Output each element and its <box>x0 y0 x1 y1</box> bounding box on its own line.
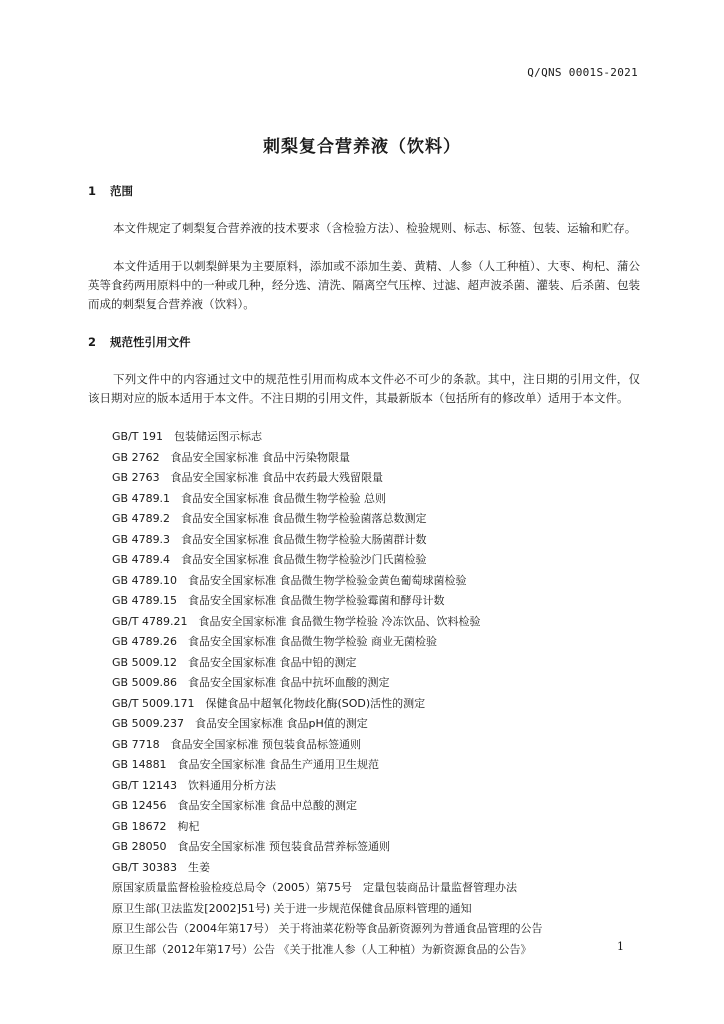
document-code: Q/QNS 0001S-2021 <box>527 66 638 79</box>
reference-item: GB 28050 食品安全国家标准 预包装食品营养标签通则 <box>112 840 391 853</box>
reference-item: 原卫生部(卫法监发[2002]51号) 关于进一步规范保健食品原料管理的通知 <box>112 901 472 915</box>
reference-item: GB 14881 食品安全国家标准 食品生产通用卫生规范 <box>112 758 380 771</box>
section-2-number: 2 <box>88 335 97 349</box>
reference-item: GB 2762 食品安全国家标准 食品中污染物限量 <box>112 450 351 464</box>
reference-item: GB 5009.86 食品安全国家标准 食品中抗坏血酸的测定 <box>112 676 390 689</box>
section-1-paragraph-2: 本文件适用于以刺梨鲜果为主要原料，添加或不添加生姜、黄精、人参（人工种植）、大枣、枸杞、蒲公英等食药两用原料中的一种或几种，经分选、清洗、隔离空气压榨、过滤、超声波杀菌、灌装、后杀菌、包装而成的刺梨复合营养液（饮料）。 <box>88 259 640 311</box>
reference-item: 原国家质量监督检验检疫总局令（2005）第75号 定量包装商品计量监督管理办法 <box>112 881 517 894</box>
reference-item: GB 7718 食品安全国家标准 预包装食品标签通则 <box>112 737 362 751</box>
reference-item: GB 2763 食品安全国家标准 食品中农药最大残留限量 <box>112 471 384 484</box>
reference-item: GB/T 4789.21 食品安全国家标准 食品微生物学检验 冷冻饮品、饮料检验 <box>112 614 481 628</box>
reference-item: GB 5009.237 食品安全国家标准 食品pH值的测定 <box>112 717 368 730</box>
section-1-title: 范围 <box>110 184 134 198</box>
reference-item: GB 12456 食品安全国家标准 食品中总酸的测定 <box>112 799 358 812</box>
reference-item: 原卫生部公告（2004年第17号） 关于将油菜花粉等食品新资源列为普通食品管理的公告 <box>112 922 543 935</box>
reference-item: GB 4789.26 食品安全国家标准 食品微生物学检验 商业无菌检验 <box>112 635 438 648</box>
reference-item: GB 5009.12 食品安全国家标准 食品中铅的测定 <box>112 655 357 669</box>
reference-item: GB 4789.1 食品安全国家标准 食品微生物学检验 总则 <box>112 491 387 505</box>
reference-item: GB/T 12143 饮料通用分析方法 <box>112 778 276 792</box>
reference-item: GB 4789.10 食品安全国家标准 食品微生物学检验金黄色葡萄球菌检验 <box>112 573 467 587</box>
section-2-intro: 下列文件中的内容通过文中的规范性引用而构成本文件必不可少的条款。其中，注日期的引用文件，仅该日期对应的版本适用于本文件。不注日期的引用文件，其最新版本（包括所有的修改单）适用于本文件。 <box>88 372 640 405</box>
section-2-heading <box>88 334 191 350</box>
reference-item: GB 4789.15 食品安全国家标准 食品微生物学检验霉菌和酵母计数 <box>112 594 445 607</box>
reference-item: GB 4789.3 食品安全国家标准 食品微生物学检验大肠菌群计数 <box>112 532 427 546</box>
reference-item: GB/T 30383 生姜 <box>112 860 210 874</box>
section-1-number: 1 <box>88 184 97 198</box>
section-1-paragraph-1: 本文件规定了刺梨复合营养液的技术要求（含检验方法）、检验规则、标志、标签、包装、运输和贮存。 <box>113 221 637 235</box>
document-title: 刺梨复合营养液（饮料） <box>263 137 461 157</box>
reference-list <box>112 427 543 960</box>
reference-item: GB 4789.2 食品安全国家标准 食品微生物学检验菌落总数测定 <box>112 512 427 525</box>
reference-item: 原卫生部（2012年第17号）公告 《关于批准人参（人工种植）为新资源食品的公告》 <box>112 942 532 956</box>
section-1-heading <box>88 183 133 199</box>
reference-item: GB/T 5009.171 保健食品中超氧化物歧化酶(SOD)活性的测定 <box>112 696 426 710</box>
reference-item: GB/T 191 包装储运图示标志 <box>112 430 262 443</box>
reference-item: GB 4789.4 食品安全国家标准 食品微生物学检验沙门氏菌检验 <box>112 553 427 566</box>
section-2-title: 规范性引用文件 <box>110 335 191 349</box>
page-number: 1 <box>617 940 624 953</box>
reference-item: GB 18672 枸杞 <box>112 819 200 833</box>
